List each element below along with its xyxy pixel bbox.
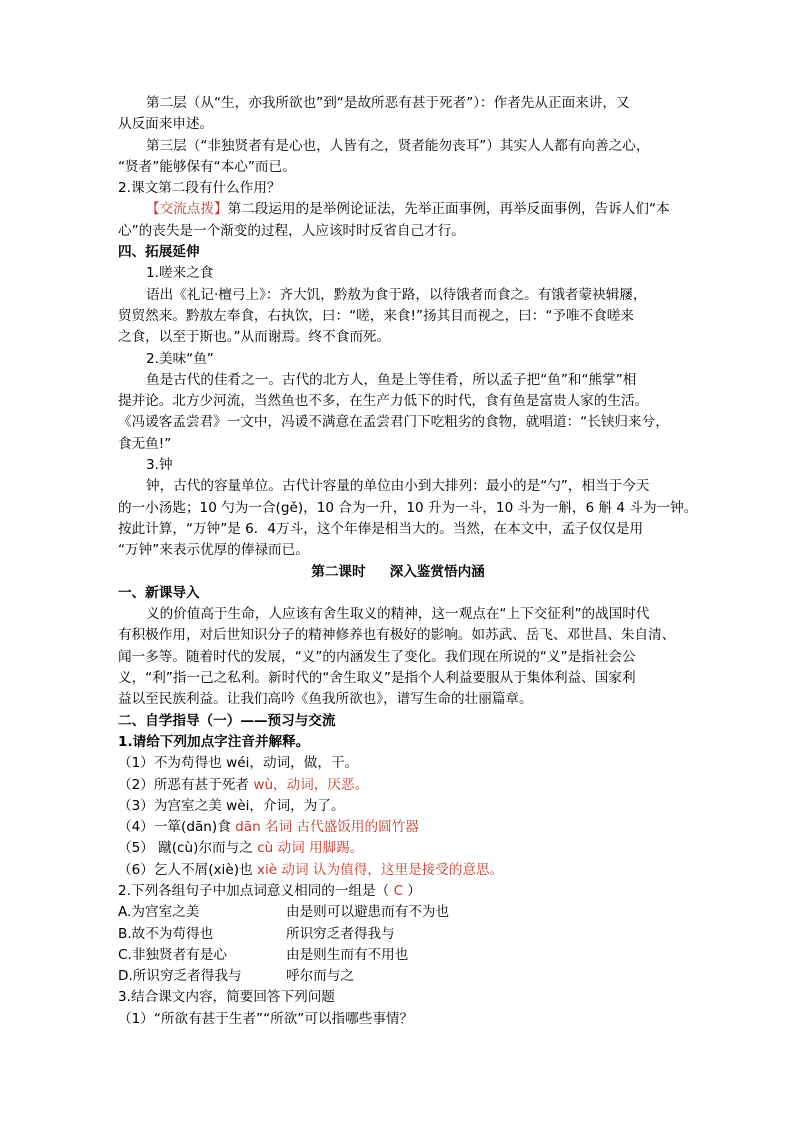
extension-1-line2: 贸贸然来。黔敖左奉食，右执饮，曰：“嗟，来食!”扬其目而视之，曰：“予唯不食嗟来 <box>118 307 634 324</box>
vocab-item-answer: wù，动词，厌恶。 <box>253 776 369 793</box>
lesson-2-label: 第二课时 <box>311 563 366 580</box>
option-a <box>118 902 678 923</box>
paragraph-layer2-line1: 第二层（从“生，亦我所欲也”到“是故所恶有甚于死者”）：作者先从正面来讲，又 <box>146 95 630 111</box>
lesson-2-heading <box>118 562 678 583</box>
option-c <box>118 945 678 966</box>
option-c-right: 由是则生而有不用也 <box>286 946 409 963</box>
paragraph-layer3-line1: 第三层（“非独贤者有是心也，人皆有之，贤者能勿丧耳”）其实人人都有向善之心， <box>146 137 650 154</box>
vocab-item-1 <box>118 753 678 774</box>
section-1-heading: 一、新课导入 <box>118 584 200 601</box>
paragraph-layer3-line2: “贤者”能够保有“本心”而已。 <box>118 158 296 175</box>
vocab-item-text: （3）为宫室之美 <box>118 797 227 814</box>
option-b <box>118 924 678 945</box>
task-2 <box>118 881 678 902</box>
vocab-item-text: （4）一箪(dān)食 <box>118 819 236 836</box>
vocab-item-text: （2）所恶有甚于死者 <box>118 776 254 793</box>
extension-1-line3: 之食，以至于斯也。”从而谢焉。终不食而死。 <box>118 329 391 346</box>
vocab-item-answer: wèi，介词，为了。 <box>226 797 345 814</box>
vocab-item-answer: dān 名词 古代盛饭用的圆竹器 <box>235 819 419 836</box>
option-d <box>118 966 678 987</box>
task-1: 1.请给下列加点字注音并解释。 <box>118 733 310 750</box>
extension-2-title: 2.美味“鱼” <box>146 350 214 367</box>
extension-1-line1: 语出《礼记·檀弓上》：齐大饥，黔敖为食于路，以待饿者而食之。有饿者蒙袂辑屦， <box>146 286 647 303</box>
option-c-left: C.非独贤者有是心 <box>118 946 227 963</box>
document-page <box>118 93 698 1030</box>
vocab-item-3 <box>118 796 678 817</box>
extension-2-line4: 食无鱼!” <box>118 435 172 452</box>
question-2: 2.课文第二段有什么作用？ <box>118 180 281 197</box>
vocab-item-text: （1）不为苟得也 <box>118 755 227 772</box>
extension-3-title: 3.钟 <box>146 457 173 474</box>
lesson-2-title: 深入鉴赏悟内涵 <box>389 563 485 580</box>
intro-line4: 义，“利”指一己之私利。新时代的“舍生取义”是指个人利益要服从于集体利益、国家利 <box>118 670 636 687</box>
extension-2-line1: 鱼是古代的佳肴之一。古代的北方人，鱼是上等佳肴，所以孟子把“鱼”和“熊掌”相 <box>146 371 637 388</box>
task-3-question-1: （1）“所欲有甚于生者”“所欲”可以指哪些事情？ <box>118 1010 414 1027</box>
extension-2-line3: 《冯谖客孟尝君》一文中，冯谖不满意在孟尝君门下吃粗劣的食物，就唱道：“长铗归来兮， <box>118 414 669 431</box>
task-3: 3.结合课文内容，简要回答下列问题 <box>118 989 335 1006</box>
intro-line2: 有积极作用，对后世知识分子的精神修养也有极好的影响。如苏武、岳飞、邓世昌、朱自清、 <box>118 627 676 644</box>
extension-1-title: 1.嗟来之食 <box>146 265 214 282</box>
option-d-right: 呼尔而与之 <box>286 968 354 985</box>
vocab-item-answer: cù 动词 用脚踢。 <box>257 840 364 857</box>
vocab-item-text: （5） 蹴(cù)尔而与之 <box>118 840 258 857</box>
extension-3-line1: 钟，古代的容量单位。古代计容量的单位由小到大排列：最小的是“勺”，相当于今天 <box>146 478 650 495</box>
section-2-heading: 二、自学指导（一）——预习与交流 <box>118 712 336 729</box>
option-a-right: 由是则可以避患而有不为也 <box>286 904 450 921</box>
extension-3-line3: 按此计算，“万钟”是 6．4万斗，这个年俸是相当大的。当然，在本文中，孟子仅仅是用 <box>118 520 644 537</box>
communication-hint-line1 <box>118 199 678 220</box>
option-b-left: B.故不为苟得也 <box>118 925 214 942</box>
paragraph-layer2-line2: 从反面来申述。 <box>118 116 214 133</box>
vocab-item-5 <box>118 838 678 859</box>
intro-line5: 益以至民族利益。让我们高吟《鱼我所欲也》，谱写生命的壮丽篇章。 <box>118 691 533 708</box>
extension-2-line2: 提并论。北方少河流，当然鱼也不多，在生产力低下的时代，食有鱼是富贵人家的生活。 <box>118 393 649 410</box>
intro-line1: 义的价值高于生命，人应该有舍生取义的精神，这一观点在“上下交征利”的战国时代 <box>146 606 650 623</box>
section-4-heading: 四、拓展延伸 <box>118 244 200 261</box>
task-2-close: ） <box>403 882 421 899</box>
extension-3-line4: “万钟”来表示优厚的俸禄而已。 <box>118 542 309 559</box>
intro-line3: 闻一多等。随着时代的发展，“义”的内涵发生了变化。我们现在所说的“义”是指社会公 <box>118 648 636 665</box>
option-b-right: 所识穷乏者得我与 <box>286 925 395 942</box>
extension-3-line2: 的一小汤匙；10 勺为一合(gě)，10 合为一升，10 升为一斗，10 斗为一斛，6 斛 4 斗为一钟。 <box>118 499 698 516</box>
communication-hint-tag: 【交流点拨】 <box>146 201 228 218</box>
communication-hint-text: 第二段运用的是举例论证法，先举正面事例，再举反面事例，告诉人们“本 <box>227 201 670 218</box>
communication-hint-line2: 心”的丧失是一个渐变的过程，人应该时时反省自己才行。 <box>118 222 465 239</box>
task-2-question: 2.下列各组句子中加点词意义相同的一组是（ <box>118 882 394 899</box>
vocab-item-2 <box>118 775 678 796</box>
vocab-item-text: （6）乞人不屑(xiè)也 <box>118 861 257 878</box>
vocab-item-answer: xiè 动词 认为值得，这里是接受的意思。 <box>256 861 504 878</box>
vocab-item-6 <box>118 860 678 881</box>
option-a-left: A.为宫室之美 <box>118 904 200 921</box>
vocab-item-4 <box>118 817 678 838</box>
option-d-left: D.所识穷乏者得我与 <box>118 968 242 985</box>
vocab-item-answer: wéi，动词，做，干。 <box>226 755 359 772</box>
task-2-answer: C <box>393 882 404 899</box>
